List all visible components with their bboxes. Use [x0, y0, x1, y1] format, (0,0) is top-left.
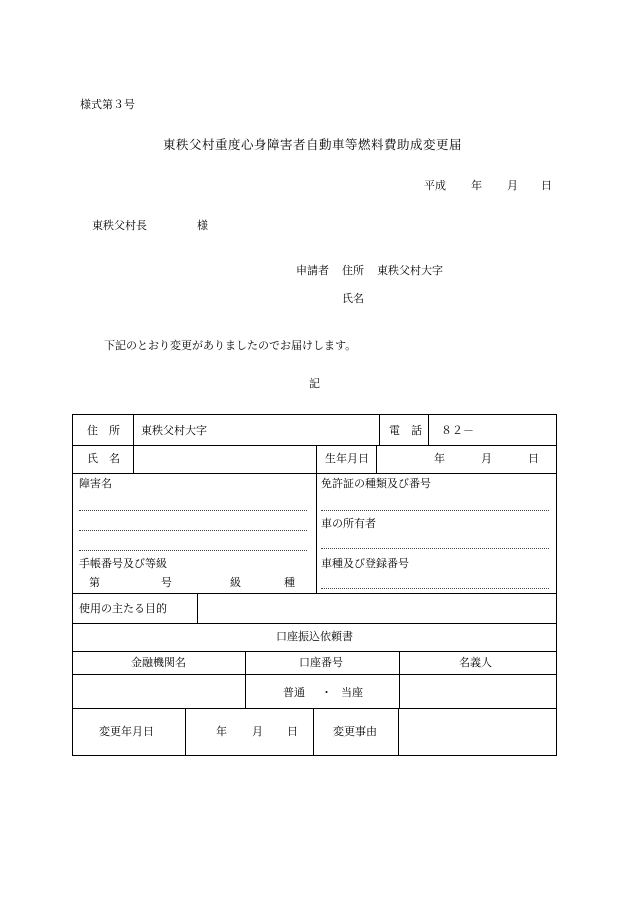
- change-day-label: 日: [287, 725, 298, 738]
- col-divider: [197, 593, 198, 623]
- disability-label: 障害名: [79, 477, 112, 490]
- col-divider: [428, 415, 429, 445]
- date-month-label: 月: [507, 179, 518, 192]
- birth-month-label: 月: [481, 452, 492, 465]
- handbook-label: 手帳番号及び等級: [79, 557, 167, 570]
- col-divider: [245, 651, 246, 708]
- change-year-label: 年: [216, 725, 227, 738]
- applicant-address-value: 東秩父村大字: [377, 264, 443, 277]
- handbook-go: 号: [161, 576, 172, 589]
- dotted-line: [321, 510, 549, 511]
- birth-day-label: 日: [528, 452, 539, 465]
- col-divider: [399, 651, 400, 708]
- owner-label: 車の所有者: [321, 517, 376, 530]
- dotted-line: [79, 530, 307, 531]
- col-divider: [316, 445, 317, 593]
- row-divider: [73, 708, 556, 709]
- date-day-label: 日: [541, 179, 552, 192]
- col-divider: [133, 415, 134, 473]
- row-divider: [73, 623, 556, 624]
- applicant-address-label: 住所: [342, 264, 364, 277]
- col-divider: [313, 708, 314, 755]
- handbook-dai: 第: [89, 576, 100, 589]
- handbook-shu: 種: [284, 576, 295, 589]
- handbook-kyu: 級: [230, 576, 241, 589]
- date-era: 平成: [424, 179, 446, 192]
- account-type-current[interactable]: 当座: [341, 686, 363, 699]
- row-divider: [73, 473, 556, 474]
- phone-value[interactable]: ８２－: [441, 424, 474, 437]
- license-label: 免許証の種類及び番号: [321, 477, 431, 490]
- dotted-line: [321, 588, 549, 589]
- row-divider: [73, 445, 556, 446]
- account-type-separator: ・: [321, 686, 332, 699]
- application-form-table: [72, 414, 557, 756]
- col-divider: [398, 708, 399, 755]
- purpose-label: 使用の主たる目的: [79, 602, 167, 615]
- account-type-ordinary[interactable]: 普通: [283, 686, 305, 699]
- row-divider: [73, 651, 556, 652]
- col-divider: [185, 708, 186, 755]
- row-divider: [73, 593, 556, 594]
- dotted-line: [321, 548, 549, 549]
- applicant-name-label: 氏名: [342, 292, 364, 305]
- dotted-line: [79, 510, 307, 511]
- address-label: 住 所: [87, 424, 120, 437]
- intro-text: 下記のとおり変更がありましたのでお届けします。: [104, 339, 357, 352]
- row-divider: [73, 674, 556, 675]
- col-divider: [379, 415, 380, 445]
- account-number-label: 口座番号: [299, 656, 343, 669]
- address-value[interactable]: 東秩父村大字: [141, 424, 207, 437]
- change-date-label: 変更年月日: [99, 725, 154, 738]
- ki-mark: 記: [309, 377, 320, 390]
- date-year-label: 年: [471, 179, 482, 192]
- change-reason-label: 変更事由: [333, 725, 377, 738]
- form-number: 様式第３号: [80, 98, 135, 111]
- account-holder-label: 名義人: [459, 656, 492, 669]
- document-title: 東秩父村重度心身障害者自動車等燃料費助成変更届: [163, 137, 463, 152]
- birth-date-label: 生年月日: [325, 452, 369, 465]
- addressee-honorific: 様: [197, 219, 208, 232]
- bank-name-label: 金融機関名: [131, 656, 186, 669]
- applicant-label: 申請者: [296, 264, 329, 277]
- name-label: 氏 名: [87, 452, 120, 465]
- vehicle-label: 車種及び登録番号: [321, 557, 409, 570]
- change-month-label: 月: [252, 725, 263, 738]
- bank-section-title: 口座振込依頼書: [276, 630, 353, 643]
- dotted-line: [79, 550, 307, 551]
- addressee: 東秩父村長: [92, 219, 147, 232]
- col-divider: [376, 445, 377, 473]
- phone-label: 電 話: [389, 424, 422, 437]
- birth-year-label: 年: [434, 452, 445, 465]
